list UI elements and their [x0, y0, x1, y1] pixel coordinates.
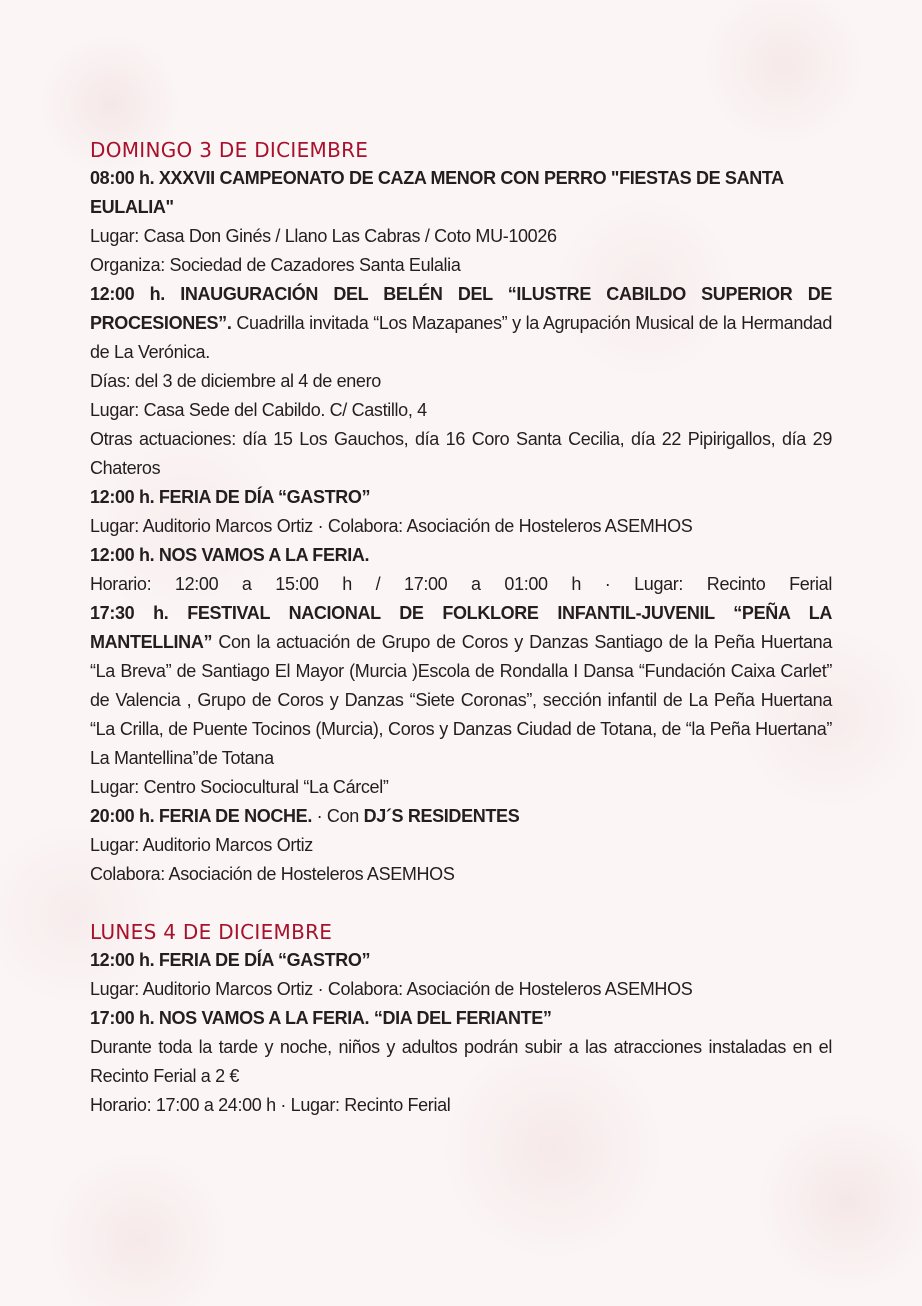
program-content: [90, 136, 832, 1120]
event-title: 17:30 h. FESTIVAL NACIONAL DE FOLKLORE INFANTIL-JUVENIL “PEÑA LA MANTELLINA” Con la actuación de Grupo de Coros y Danzas Santiago de la Peña Huertana “La Breva” de Santiago El Mayor (Murcia )Escola de Rondalla I Dansa “Fundación Caixa Carlet” de Valencia , Grupo de Coros y Danzas “Siete Coronas”, sección infantil de La Peña Huertana “La Crilla, de Puente Tocinos (Murcia), Coros y Danzas Ciudad de Totana, de “la Peña Huertana” La Mantellina”de Totana: [90, 603, 832, 768]
event-title: 17:00 h. NOS VAMOS A LA FERIA. “DIA DEL FERIANTE”: [90, 1008, 552, 1028]
day-heading: DOMINGO 3 DE DICIEMBRE: [90, 138, 369, 162]
event-detail: Lugar: Auditorio Marcos Ortiz: [90, 835, 313, 855]
event-title: 12:00 h. NOS VAMOS A LA FERIA.: [90, 545, 370, 565]
event-detail: Lugar: Centro Sociocultural “La Cárcel”: [90, 777, 389, 797]
event-detail: Horario: 17:00 a 24:00 h · Lugar: Recinto Ferial: [90, 1095, 451, 1115]
day-block-lunes: [90, 918, 832, 1120]
event-detail: Lugar: Auditorio Marcos Ortiz · Colabora: Asociación de Hosteleros ASEMHOS: [90, 516, 693, 536]
event-detail: Lugar: Casa Sede del Cabildo. C/ Castillo, 4: [90, 400, 427, 420]
event-detail: Organiza: Sociedad de Cazadores Santa Eulalia: [90, 255, 461, 275]
event-title: 12:00 h. INAUGURACIÓN DEL BELÉN DEL “ILUSTRE CABILDO SUPERIOR DE PROCESIONES”. Cuadrilla invitada “Los Mazapanes” y la Agrupación Musical de la Hermandad de La Verónica.: [90, 284, 832, 362]
event-title: 08:00 h. XXXVII CAMPEONATO DE CAZA MENOR CON PERRO "FIESTAS DE SANTA EULALIA": [90, 168, 784, 217]
event-title: 20:00 h. FERIA DE NOCHE. · Con DJ´S RESIDENTES: [90, 806, 520, 826]
event-detail: Horario: 12:00 a 15:00 h / 17:00 a 01:00 h · Lugar: Recinto Ferial: [90, 574, 832, 594]
event-detail: Lugar: Casa Don Ginés / Llano Las Cabras / Coto MU-10026: [90, 226, 557, 246]
event-detail: Lugar: Auditorio Marcos Ortiz · Colabora: Asociación de Hosteleros ASEMHOS: [90, 979, 693, 999]
day-heading: LUNES 4 DE DICIEMBRE: [90, 920, 333, 944]
event-detail: Otras actuaciones: día 15 Los Gauchos, día 16 Coro Santa Cecilia, día 22 Pipirigallos, día 29 Chateros: [90, 429, 832, 478]
event-title: 12:00 h. FERIA DE DÍA “GASTRO”: [90, 487, 371, 507]
day-block-domingo: [90, 136, 832, 889]
event-title: 12:00 h. FERIA DE DÍA “GASTRO”: [90, 950, 371, 970]
event-detail: Durante toda la tarde y noche, niños y adultos podrán subir a las atracciones instaladas en el Recinto Ferial a 2 €: [90, 1037, 832, 1086]
event-detail: Colabora: Asociación de Hosteleros ASEMHOS: [90, 864, 455, 884]
event-detail: Días: del 3 de diciembre al 4 de enero: [90, 371, 381, 391]
